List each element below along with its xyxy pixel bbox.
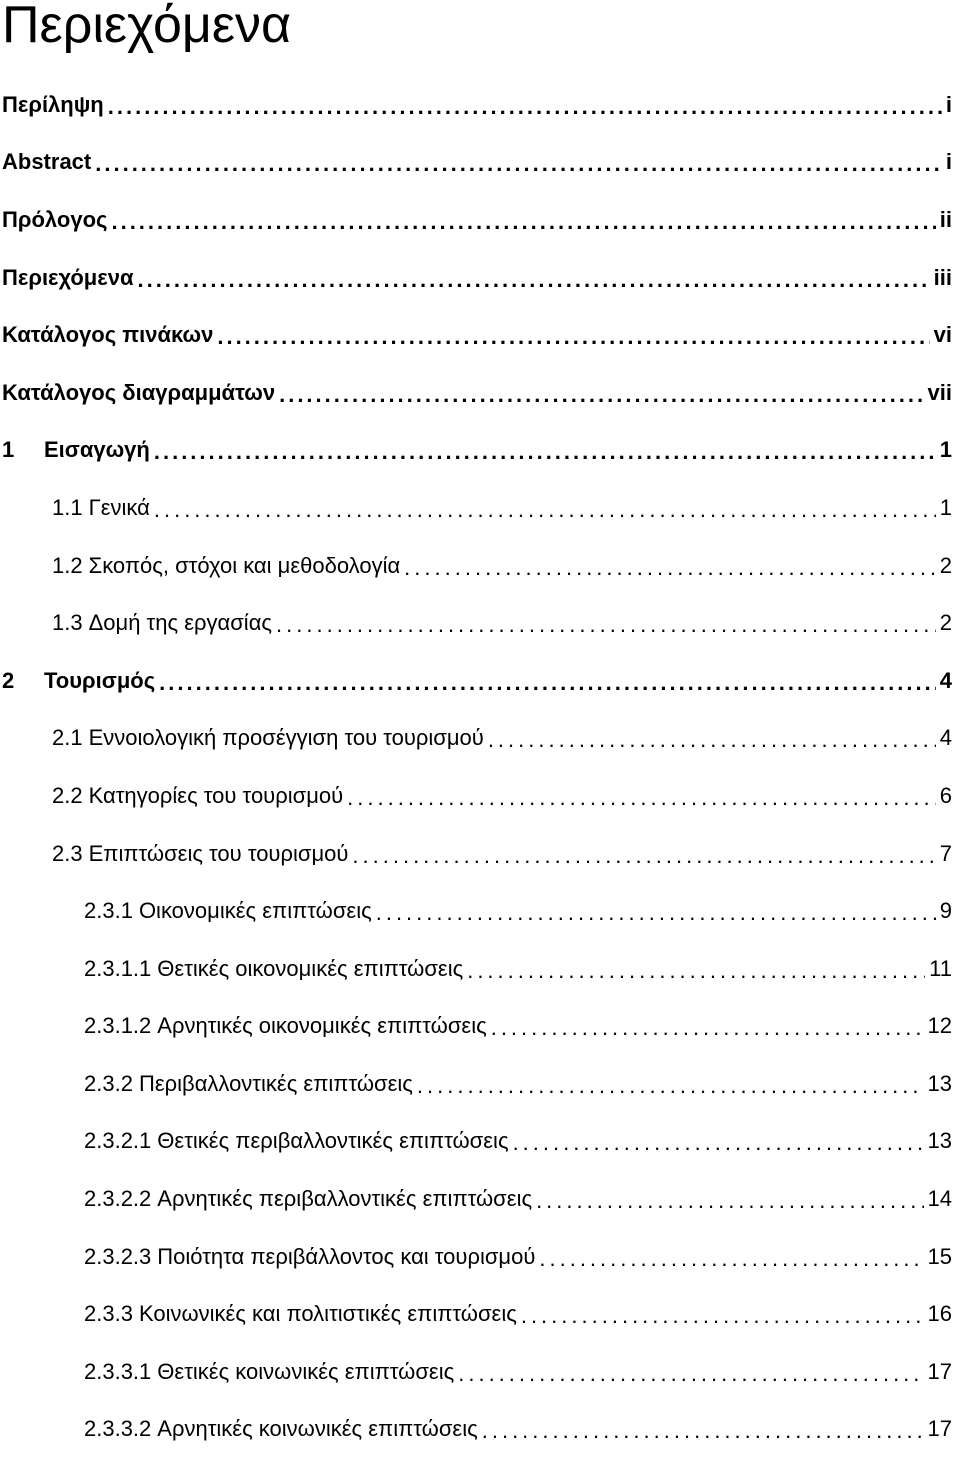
toc-entry-number: 1: [2, 437, 15, 463]
toc-entry-label: Κοινωνικές και πολιτιστικές επιπτώσεις: [138, 1301, 517, 1327]
toc-page-number: 12: [927, 1013, 952, 1039]
toc-page-number: 13: [927, 1070, 952, 1096]
toc-dot-leader: [95, 151, 942, 173]
toc-entry[interactable]: [0, 191, 960, 249]
toc-page-number: 6: [939, 782, 952, 808]
toc-page-number: vi: [933, 322, 952, 348]
toc-entry[interactable]: [0, 767, 960, 825]
toc-entry-number: 2.3.1.1: [84, 955, 152, 981]
toc-page-number: 7: [939, 840, 952, 866]
toc-dot-leader: [458, 1361, 923, 1383]
toc-entry[interactable]: [0, 1343, 960, 1401]
toc-entry-label: Δομή της εργασίας: [88, 610, 273, 636]
toc-entry-number: 2.3.3.1: [84, 1358, 152, 1384]
page-title: Περιεχόμενα: [2, 0, 292, 54]
toc-entry-number: 2: [2, 667, 15, 693]
toc-entry-label: Κατάλογος πινάκων: [2, 322, 214, 348]
toc-entry-label: Αρνητικές οικονομικές επιπτώσεις: [157, 1013, 487, 1039]
toc-page-number: 15: [927, 1243, 952, 1269]
toc-dot-leader: [108, 94, 942, 116]
toc-page-number: 11: [929, 955, 952, 981]
toc-entry-label: Θετικές κοινωνικές επιπτώσεις: [157, 1358, 455, 1384]
toc-entry-number: 2.2: [52, 782, 83, 808]
toc-page-number: 14: [927, 1186, 952, 1212]
toc-entry[interactable]: [0, 825, 960, 883]
toc-page-number: i: [945, 91, 952, 117]
toc-entry-label: Θετικές οικονομικές επιπτώσεις: [157, 955, 464, 981]
toc-entry-label: Περιβαλλοντικές επιπτώσεις: [138, 1070, 413, 1096]
toc-entry[interactable]: [0, 249, 960, 307]
toc-page-number: 17: [927, 1416, 952, 1442]
toc-entry-label: Εισαγωγή: [44, 437, 150, 463]
toc-dot-leader: [154, 439, 936, 461]
toc-entry-label: Κατάλογος διαγραμμάτων: [2, 379, 276, 405]
toc-entry-label: Περιεχόμενα: [2, 264, 134, 290]
toc-dot-leader: [352, 843, 935, 865]
toc-entry[interactable]: [0, 76, 960, 134]
toc-entry[interactable]: [0, 882, 960, 940]
toc-entry-label: Σκοπός, στόχοι και μεθοδολογία: [88, 552, 401, 578]
toc-dot-leader: [513, 1130, 924, 1152]
toc-page-number: 4: [939, 725, 952, 751]
toc-entry-number: 2.1: [52, 725, 83, 751]
toc-page-number: 1: [939, 494, 952, 520]
toc-dot-leader: [376, 900, 936, 922]
toc-dot-leader: [276, 612, 936, 634]
toc-page-number: 1: [939, 437, 952, 463]
toc-entry[interactable]: [0, 1170, 960, 1228]
toc-entry-number: 2.3.1.2: [84, 1013, 152, 1039]
toc-page-number: 17: [927, 1358, 952, 1384]
toc-entry[interactable]: [0, 1401, 960, 1458]
toc-entry[interactable]: [0, 1113, 960, 1171]
toc-dot-leader: [488, 727, 936, 749]
toc-entry-number: 2.3.2.1: [84, 1128, 152, 1154]
toc-entry-number: 1.3: [52, 610, 83, 636]
toc-page-number: 2: [939, 610, 952, 636]
toc-entry[interactable]: [0, 1285, 960, 1343]
toc-dot-leader: [154, 497, 936, 519]
toc-page-number: 16: [927, 1301, 952, 1327]
toc-dot-leader: [417, 1073, 924, 1095]
toc-entry-label: Γενικά: [88, 494, 150, 520]
toc-entry-number: 2.3: [52, 840, 83, 866]
toc-entry-number: 2.3.3: [84, 1301, 133, 1327]
toc-entry-label: Επιπτώσεις του τουρισμού: [88, 840, 349, 866]
toc-entry-number: 1.2: [52, 552, 83, 578]
toc-page-number: ii: [939, 206, 952, 232]
toc-entry[interactable]: [0, 710, 960, 768]
toc-page-number: 13: [927, 1128, 952, 1154]
toc-dot-leader: [347, 785, 936, 807]
toc-dot-leader: [159, 670, 936, 692]
toc-entry[interactable]: [0, 306, 960, 364]
toc-dot-leader: [539, 1246, 923, 1268]
toc-entry[interactable]: [0, 364, 960, 422]
toc-entry-number: 2.3.1: [84, 898, 133, 924]
toc-entry-label: Περίληψη: [2, 91, 104, 117]
toc-entry-label: Εννοιολογική προσέγγιση του τουρισμού: [88, 725, 484, 751]
toc-entry-number: 2.3.2.2: [84, 1186, 152, 1212]
toc-dot-leader: [111, 209, 935, 231]
toc-dot-leader: [467, 958, 925, 980]
toc-entry[interactable]: [0, 479, 960, 537]
toc-dot-leader: [536, 1188, 923, 1210]
toc-entry[interactable]: [0, 134, 960, 192]
toc-page-number: 2: [939, 552, 952, 578]
toc-entry[interactable]: [0, 998, 960, 1056]
toc-entry-label: Πρόλογος: [2, 206, 108, 232]
toc-entry-label: Αρνητικές κοινωνικές επιπτώσεις: [157, 1416, 478, 1442]
toc-dot-leader: [521, 1303, 924, 1325]
toc-entry-label: Ποιότητα περιβάλλοντος και τουρισμού: [157, 1243, 536, 1269]
toc-entry-label: Κατηγορίες του τουρισμού: [88, 782, 344, 808]
toc-entry-number: 2.3.3.2: [84, 1416, 152, 1442]
toc-list: [0, 76, 960, 1458]
toc-dot-leader: [404, 555, 936, 577]
toc-dot-leader: [482, 1418, 924, 1440]
toc-entry[interactable]: [0, 594, 960, 652]
toc-entry-label: Οικονομικές επιπτώσεις: [138, 898, 372, 924]
toc-entry-label: Αρνητικές περιβαλλοντικές επιπτώσεις: [157, 1186, 533, 1212]
toc-dot-leader: [217, 324, 929, 346]
toc-entry[interactable]: [0, 1228, 960, 1286]
toc-entry[interactable]: [0, 652, 960, 710]
toc-page-number: vii: [927, 379, 952, 405]
toc-page-number: 4: [939, 667, 952, 693]
toc-dot-leader: [279, 382, 923, 404]
toc-entry[interactable]: [0, 422, 960, 480]
toc-entry-label: Τουρισμός: [44, 667, 156, 693]
toc-entry-label: Θετικές περιβαλλοντικές επιπτώσεις: [157, 1128, 509, 1154]
toc-page-number: 9: [939, 898, 952, 924]
toc-entry-number: 1.1: [52, 494, 83, 520]
toc-entry-number: 2.3.2.3: [84, 1243, 152, 1269]
toc-page-number: i: [945, 149, 952, 175]
toc-entry-label: Abstract: [2, 149, 92, 175]
toc-dot-leader: [491, 1015, 924, 1037]
toc-dot-leader: [137, 267, 929, 289]
toc-entry[interactable]: [0, 940, 960, 998]
toc-entry[interactable]: [0, 537, 960, 595]
toc-page-number: iii: [933, 264, 952, 290]
toc-entry-number: 2.3.2: [84, 1070, 133, 1096]
toc-entry[interactable]: [0, 1055, 960, 1113]
